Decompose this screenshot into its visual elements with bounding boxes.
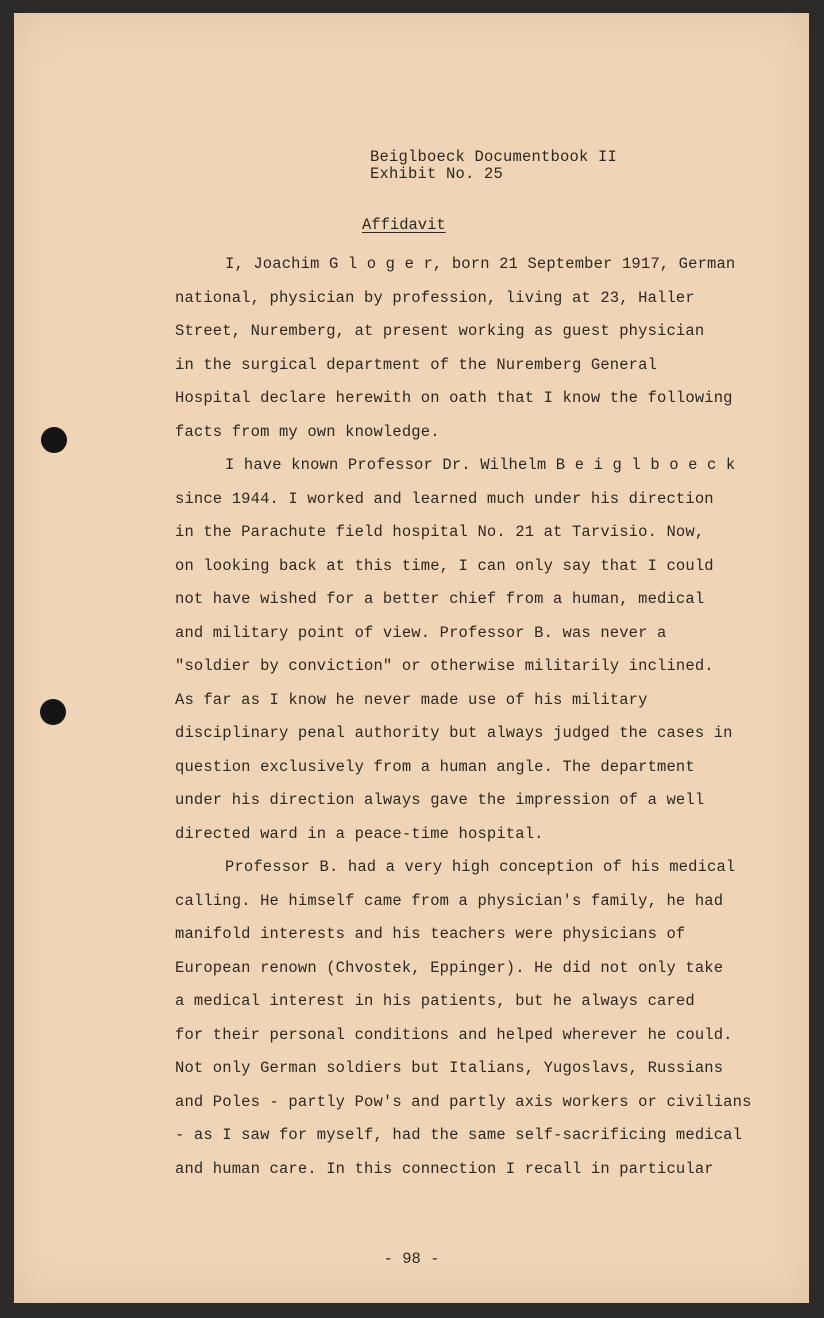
header-line: Exhibit No. 25 — [370, 165, 504, 183]
text-line: Not only German soldiers but Italians, Yugoslavs, Russians — [175, 1059, 724, 1077]
text-line: for their personal conditions and helped wherever he could. — [175, 1025, 733, 1044]
text-line: national, physician by profession, living at 23, Haller — [175, 288, 695, 307]
punch-hole — [41, 427, 67, 453]
paragraph — [175, 449, 795, 851]
text-line: As far as I know he never made use of his military — [175, 690, 648, 709]
text-line: on looking back at this time, I can only say that I could — [175, 556, 714, 575]
text-line: European renown (Chvostek, Eppinger). He did not only take — [175, 958, 724, 977]
text-line: - as I saw for myself, had the same self-sacrificing medical — [175, 1126, 743, 1144]
text-line: and human care. In this connection I recall in particular — [175, 1159, 714, 1178]
text-line: "soldier by conviction" or otherwise militarily inclined. — [175, 657, 714, 675]
text-line: disciplinary penal authority but always judged the cases in — [175, 724, 733, 742]
text-line: directed ward in a peace-time hospital. — [175, 824, 544, 843]
text-line: in the surgical department of the Nuremberg General — [175, 355, 658, 374]
document-body — [175, 248, 795, 1186]
document-title: Affidavit — [362, 216, 446, 234]
paragraph — [175, 248, 795, 449]
text-line: I, Joachim G l o g e r, born 21 September 1917, German — [225, 255, 736, 273]
text-line: since 1944. I worked and learned much under his direction — [175, 489, 714, 508]
text-line: not have wished for a better chief from a human, medical — [175, 590, 705, 608]
document-page — [14, 13, 809, 1303]
text-line: Hospital declare herewith on oath that I know the following — [175, 389, 733, 407]
text-line: calling. He himself came from a physician's family, he had — [175, 891, 724, 910]
header-line: Beiglboeck Documentbook II — [370, 148, 618, 166]
text-line: facts from my own knowledge. — [175, 422, 440, 441]
paragraph — [175, 851, 795, 1186]
text-line: and Poles - partly Pow's and partly axis workers or civilians — [175, 1092, 752, 1111]
text-line: a medical interest in his patients, but he always cared — [175, 992, 695, 1010]
text-line: manifold interests and his teachers were physicians of — [175, 925, 686, 943]
text-line: I have known Professor Dr. Wilhelm B e i g l b o e c k — [225, 456, 736, 474]
text-line: question exclusively from a human angle. The department — [175, 757, 695, 776]
page-number: - 98 - — [383, 1250, 440, 1268]
document-header — [370, 149, 617, 183]
text-line: Professor B. had a very high conception of his medical — [225, 858, 736, 876]
text-line: in the Parachute field hospital No. 21 at Tarvisio. Now, — [175, 523, 705, 541]
text-line: under his direction always gave the impression of a well — [175, 791, 705, 809]
text-line: Street, Nuremberg, at present working as guest physician — [175, 322, 705, 340]
text-line: and military point of view. Professor B. was never a — [175, 623, 667, 642]
punch-hole — [40, 699, 66, 725]
